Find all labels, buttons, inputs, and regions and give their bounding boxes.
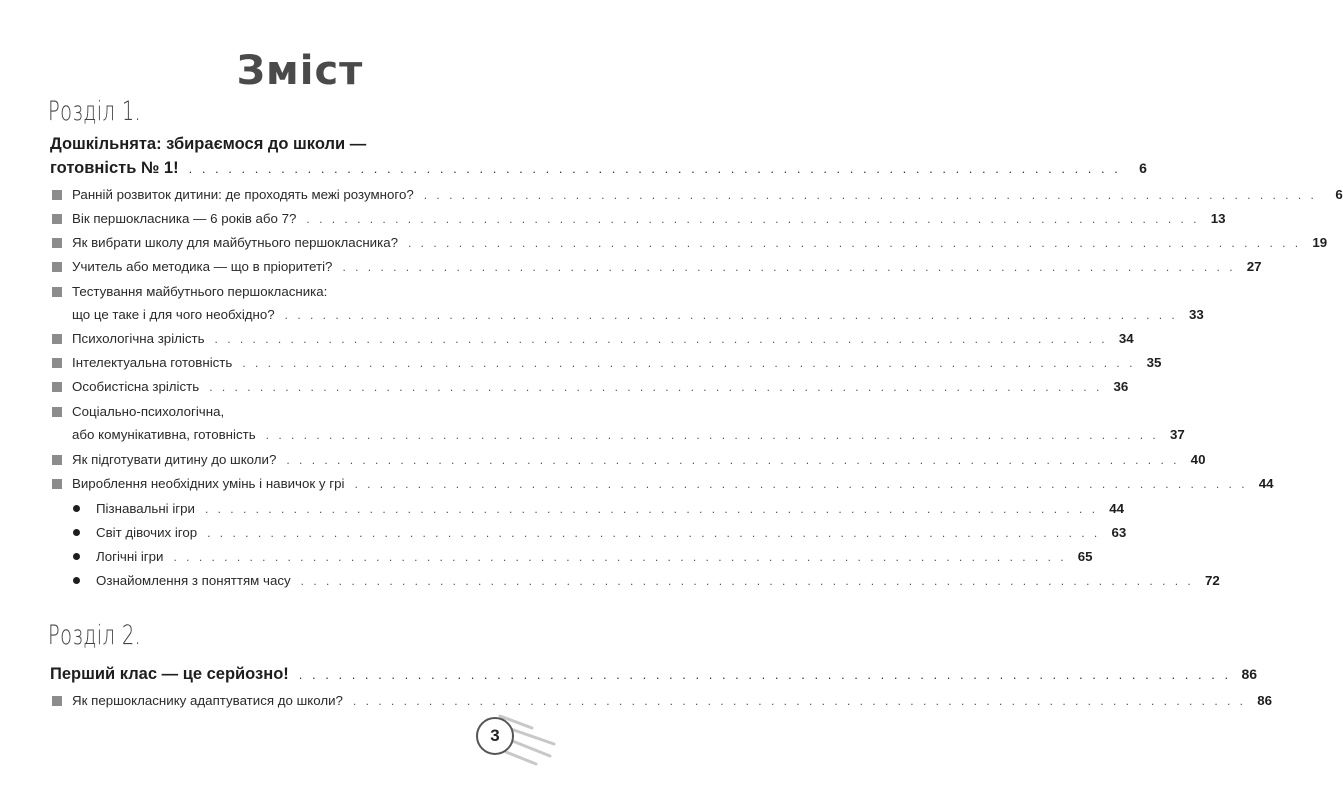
page-ref: 34 <box>1118 331 1134 346</box>
page-ref: 86 <box>1257 693 1272 708</box>
page-title: Зміст <box>236 48 364 94</box>
square-bullet-icon <box>52 696 62 706</box>
round-bullet-icon <box>73 505 80 512</box>
page-ref: 6 <box>1139 160 1147 176</box>
page-ref: 86 <box>1241 666 1258 682</box>
toc-entry-5[interactable] <box>52 280 1204 326</box>
square-bullet-icon <box>52 190 62 200</box>
page-ref: 40 <box>1190 452 1206 467</box>
square-bullet-icon <box>52 455 62 465</box>
leader-dots: . . . . . . . . . . . . . . . . . . . . . . . . . . . . . . . . . . . . . . . . . . . . . . . . . . . . . . . . . . . . . . . . . . . . . . . <box>188 161 1121 176</box>
chapter-1-title-line2: готовність № 1! <box>50 159 179 177</box>
page-ref: 36 <box>1113 379 1129 394</box>
section-heading-1: Розділ 1. <box>48 96 142 127</box>
chapter-2[interactable] <box>50 662 1258 686</box>
entry-text-line1: Тестування майбутнього першокласника: <box>72 284 328 299</box>
toc-entry-2[interactable] <box>52 207 1226 230</box>
round-bullet-icon <box>73 553 80 560</box>
page-ref: 6 <box>1335 187 1343 202</box>
toc-subentry-3[interactable] <box>52 545 1093 568</box>
leader-dots: . . . . . . . . . . . . . . . . . . . . . . . . . . . . . . . . . . . . . . . . . . . . . . . . . . . . . . . . . . . . . . . . . . . . . . . <box>214 332 1108 346</box>
chapter-1-title-line1: Дошкільнята: збираємося до школи — <box>50 135 367 153</box>
entry-text: що це таке і для чого необхідно? <box>72 307 275 322</box>
toc-entry-10[interactable] <box>52 448 1206 471</box>
entry-text: Психологічна зрілість <box>72 331 205 346</box>
toc-entry-1[interactable] <box>52 183 1343 206</box>
page-ref: 13 <box>1210 211 1226 226</box>
page-ref: 27 <box>1246 259 1262 274</box>
toc-entry-2-1[interactable] <box>52 689 1272 712</box>
entry-text: Вік першокласника — 6 років або 7? <box>72 211 297 226</box>
square-bullet-icon <box>52 358 62 368</box>
leader-dots: . . . . . . . . . . . . . . . . . . . . . . . . . . . . . . . . . . . . . . . . . . . . . . . . . . . . . . . . . . . . . . . . . . . . . . . <box>298 667 1232 682</box>
leader-dots: . . . . . . . . . . . . . . . . . . . . . . . . . . . . . . . . . . . . . . . . . . . . . . . . . . . . . . . . . . . . . . . . . . . . . . . <box>306 212 1200 226</box>
page-ref: 63 <box>1111 525 1127 540</box>
toc-subentry-1[interactable] <box>52 497 1125 520</box>
square-bullet-icon <box>52 262 62 272</box>
round-bullet-icon <box>73 529 80 536</box>
entry-text: Як вибрати школу для майбутнього першокласника? <box>72 235 399 250</box>
toc-entry-4[interactable] <box>52 255 1262 278</box>
toc-subentry-4[interactable] <box>52 569 1220 592</box>
entry-text: Учитель або методика — що в пріоритеті? <box>72 259 333 274</box>
page-ref: 33 <box>1188 307 1204 322</box>
toc-entry-6[interactable] <box>52 327 1134 350</box>
entry-text: або комунікативна, готовність <box>72 427 256 442</box>
page-number-badge: 3 <box>476 717 514 755</box>
page-ref: 37 <box>1169 427 1185 442</box>
leader-dots: . . . . . . . . . . . . . . . . . . . . . . . . . . . . . . . . . . . . . . . . . . . . . . . . . . . . . . . . . . . . . . . . . . . . . . . <box>342 260 1236 274</box>
square-bullet-icon <box>52 479 62 489</box>
leader-dots: . . . . . . . . . . . . . . . . . . . . . . . . . . . . . . . . . . . . . . . . . . . . . . . . . . . . . . . . . . . . . . . . . . . . . . . <box>242 356 1136 370</box>
chapter-2-title: Перший клас — це серйозно! <box>50 665 289 683</box>
leader-dots: . . . . . . . . . . . . . . . . . . . . . . . . . . . . . . . . . . . . . . . . . . . . . . . . . . . . . . . . . . . . . . . . . . . . . . . <box>300 574 1194 588</box>
leader-dots: . . . . . . . . . . . . . . . . . . . . . . . . . . . . . . . . . . . . . . . . . . . . . . . . . . . . . . . . . . . . . . . . . . . . . . . <box>265 428 1159 442</box>
leader-dots: . . . . . . . . . . . . . . . . . . . . . . . . . . . . . . . . . . . . . . . . . . . . . . . . . . . . . . . . . . . . . . . . . . . . . . . <box>354 477 1248 491</box>
chapter-1[interactable] <box>50 132 1147 180</box>
entry-text: Світ дівочих ігор <box>96 525 198 540</box>
square-bullet-icon <box>52 334 62 344</box>
entry-text: Ранній розвиток дитини: де проходять межі розумного? <box>72 187 414 202</box>
page-ref: 44 <box>1109 501 1125 516</box>
square-bullet-icon <box>52 287 62 297</box>
entry-text: Особистісна зрілість <box>72 379 200 394</box>
entry-text: Як першокласнику адаптуватися до школи? <box>72 693 343 708</box>
page-ref: 35 <box>1146 355 1162 370</box>
entry-text: Логічні ігри <box>96 549 164 564</box>
square-bullet-icon <box>52 214 62 224</box>
toc-entry-7[interactable] <box>52 351 1162 374</box>
page-ref: 72 <box>1204 573 1220 588</box>
leader-dots: . . . . . . . . . . . . . . . . . . . . . . . . . . . . . . . . . . . . . . . . . . . . . . . . . . . . . . . . . . . . . . . . . . . . . . . <box>286 453 1180 467</box>
section-heading-2: Розділ 2. <box>48 620 142 651</box>
leader-dots: . . . . . . . . . . . . . . . . . . . . . . . . . . . . . . . . . . . . . . . . . . . . . . . . . . . . . . . . . . . . . . . . . . . . . . . <box>408 236 1302 250</box>
leader-dots: . . . . . . . . . . . . . . . . . . . . . . . . . . . . . . . . . . . . . . . . . . . . . . . . . . . . . . . . . . . . . . . . . . . . . . . <box>352 694 1246 708</box>
page-ref: 44 <box>1258 476 1274 491</box>
entry-text-line1: Соціально-психологічна, <box>72 404 225 419</box>
toc-entry-9[interactable] <box>52 400 1185 446</box>
round-bullet-icon <box>73 577 80 584</box>
entry-text: Як підготувати дитину до школи? <box>72 452 277 467</box>
leader-dots: . . . . . . . . . . . . . . . . . . . . . . . . . . . . . . . . . . . . . . . . . . . . . . . . . . . . . . . . . . . . . . . . . . . . . . . <box>284 308 1178 322</box>
page-ref: 19 <box>1312 235 1328 250</box>
leader-dots: . . . . . . . . . . . . . . . . . . . . . . . . . . . . . . . . . . . . . . . . . . . . . . . . . . . . . . . . . . . . . . . . . . . . . . . <box>204 502 1099 516</box>
leader-dots: . . . . . . . . . . . . . . . . . . . . . . . . . . . . . . . . . . . . . . . . . . . . . . . . . . . . . . . . . . . . . . . . . . . . . . . <box>173 550 1067 564</box>
leader-dots: . . . . . . . . . . . . . . . . . . . . . . . . . . . . . . . . . . . . . . . . . . . . . . . . . . . . . . . . . . . . . . . . . . . . . . . <box>423 188 1317 202</box>
entry-text: Інтелектуальна готовність <box>72 355 233 370</box>
leader-dots: . . . . . . . . . . . . . . . . . . . . . . . . . . . . . . . . . . . . . . . . . . . . . . . . . . . . . . . . . . . . . . . . . . . . . . . <box>207 526 1101 540</box>
toc-entry-8[interactable] <box>52 375 1129 398</box>
toc-subentry-2[interactable] <box>52 521 1127 544</box>
page-ref: 65 <box>1077 549 1093 564</box>
square-bullet-icon <box>52 407 62 417</box>
square-bullet-icon <box>52 238 62 248</box>
square-bullet-icon <box>52 382 62 392</box>
leader-dots: . . . . . . . . . . . . . . . . . . . . . . . . . . . . . . . . . . . . . . . . . . . . . . . . . . . . . . . . . . . . . . . . . . . . . . . <box>209 380 1103 394</box>
entry-text: Пізнавальні ігри <box>96 501 195 516</box>
toc-entry-3[interactable] <box>52 231 1328 254</box>
entry-text: Вироблення необхідних умінь і навичок у грі <box>72 476 345 491</box>
entry-text: Ознайомлення з поняттям часу <box>96 573 291 588</box>
toc-entry-11[interactable] <box>52 472 1274 495</box>
